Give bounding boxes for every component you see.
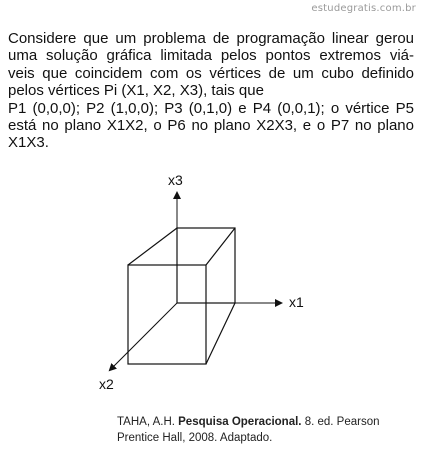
axis-x3-label: x3 xyxy=(168,172,183,188)
question-line-2: uma solução gráfica limitada pelos pontos extremos viá- xyxy=(8,47,414,65)
citation xyxy=(117,415,380,446)
axis-x1-label: x1 xyxy=(289,294,304,310)
cube-edge-top-left xyxy=(128,228,177,265)
question-line-5: P1 (0,0,0); P2 (1,0,0); P3 (0,1,0) e P4 (0,0,1); o vértice P5 xyxy=(8,99,414,117)
question-line-6: está no plano X1X2, o P6 no plano X2X3, e o P7 no plano xyxy=(8,117,414,135)
cube-edge-bottom-right xyxy=(206,303,235,364)
axis-x2-line xyxy=(110,303,177,370)
cube-front-face xyxy=(128,265,206,364)
citation-line-1 xyxy=(117,415,380,431)
cube-edges xyxy=(128,228,235,364)
axis-x2-label: x2 xyxy=(99,376,114,392)
watermark: estudegratis.com.br xyxy=(311,3,416,14)
citation-author: TAHA, A.H. xyxy=(117,416,179,428)
question-line-1: Considere que um problema de programação linear gerou xyxy=(8,30,414,47)
citation-edition: 8. ed. Pearson xyxy=(301,416,380,428)
citation-title: Pesquisa Operacional. xyxy=(178,416,302,428)
question-line-3: veis que coincidem com os vértices de um cubo definido xyxy=(8,64,414,82)
citation-publisher: Prentice Hall, 2008. Adaptado. xyxy=(117,431,273,444)
question-line-4: pelos vértices Pi (X1, X2, X3), tais que xyxy=(8,82,264,100)
cube-edge-top-right xyxy=(206,228,235,265)
question-line-7: X1X3. xyxy=(8,134,49,152)
